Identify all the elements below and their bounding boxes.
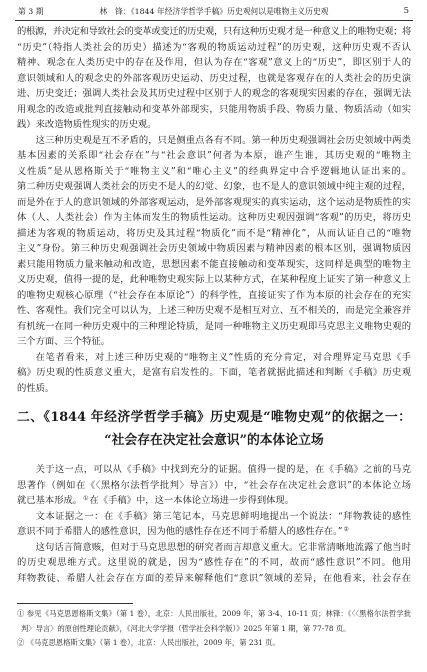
footnote	[17, 607, 411, 636]
body-line: 用观念的改造或批判直接触动和变革外部现实，只能用物质手段、物质力量、物质活动（如实	[17, 103, 411, 115]
section-heading-line: “社会存在决定社会意识”的本体论立场	[104, 433, 324, 448]
body-line: 意识领域和人的观念史的外部客观历史运动、历史过程，也就是客观存在的人类社会的历史演	[17, 72, 411, 84]
section-body	[17, 462, 411, 586]
line-text: 就已基本形成。	[17, 495, 83, 506]
section-heading	[17, 406, 411, 452]
line-text: 意识不同于希腊人的感性意识，因为他的感性存在还不同于希腊人的感性存在。”	[17, 526, 343, 537]
body-line: 义历史观，值得一提的是，此种唯物史观实际上以某种方式，在某种程度上证实了第一种意义上	[17, 274, 411, 285]
body-line: 的历史观思维方式。这里说的就是，因为“感性存在”的不同，故而“感性意识”不同。他用	[17, 557, 411, 568]
body-line: 这三种历史观是互不矛盾的，只是侧重点各有不同。第一种历史观强调社会历史领域中两类	[35, 134, 411, 146]
body-line: 的性质。	[17, 382, 55, 394]
body-line: 进、历史变迁；强调人类社会及其历史过程中区别于人的观念的客观现实因素的存在，强调无法	[17, 88, 411, 99]
line-text: 在《手稿》中，这一本体论立场进一步得到体现。	[89, 495, 295, 506]
body-line: 义性质”是从恩格斯关于“唯物主义”和“唯心主义”的经典界定中合乎逻辑地认证出来的。	[17, 165, 411, 177]
issue-number: 第 3 期	[18, 7, 44, 16]
running-header	[17, 5, 411, 18]
paragraph	[17, 509, 411, 540]
body-line: 素只能用物质力量来触动和改造，思想因素不能直接触动和变革现实，这同样是典型的唯物主	[17, 258, 411, 270]
body-line: 关于这一点，可以从《手稿》中找到充分的证据。值得一提的是，在《手稿》之前的马克	[35, 464, 411, 475]
page-number: 5	[403, 6, 409, 16]
body-line: 践）来改造物质性现实的历史观。	[17, 119, 157, 130]
footnote	[17, 636, 411, 651]
body-line: 的唯物史观核心原理（“社会存在本原论”）的科学性，直接证实了作为本原的社会存在的充实	[17, 289, 411, 301]
body-line: 而是外在于人的意识领域的外部客观运动，是外部客观现实的真实运动，这个运动是物质性的实	[17, 196, 411, 208]
body-line: 稿》历史观的性质意义重大，是富有启发性的。下面，笔者就据此描述和判断《手稿》历史观	[17, 367, 411, 378]
body-text	[17, 24, 411, 396]
section-heading-line: 二、《1844 年经济学哲学手稿》历史观是“唯物史观”的依据之一：	[17, 410, 411, 425]
body-line: 第二种历史观强调人类社会的历史不是人的幻觉、幻象，也不是人的意识领域中纯主观的过程，	[17, 181, 411, 192]
body-line: “历史”（特指人类社会的历史）描述为“客观的物质运动过程”的历史观，这种历史观不否认	[17, 41, 411, 53]
body-line: 在笔者看来，对上述三种历史观的“唯物主义”性质的充分肯定，对合理界定马克思《手	[35, 351, 411, 363]
footnote-line: 判〉导言〉的原创性理论贡献》，《河北大学学报（哲学社会科学版）》2025 年第 1 期，第 77-78 页。	[21, 623, 351, 633]
body-line: 拜物教徒、希腊人社会存在方面的差异来解释他们“意识”领域的差异，在他看来，社会存在	[17, 572, 411, 584]
footnote-line: ② 《马克思恩格斯文集》（第 1 卷），北京：人民出版社，2009 年，第 231 页。	[17, 638, 280, 647]
body-line: 三个方面、三个特征。	[17, 336, 110, 347]
footnote-ref: ①	[83, 495, 89, 502]
body-line: 文本证据之一：在《手稿》第三笔记本，马克思鲜明地提出一个说法：“拜物教徒的感性	[35, 510, 411, 522]
footnotes	[17, 607, 411, 651]
body-line: 的根源，并决定和导致社会的变革或变迁的历史观，只有这种历史观才是一种意义上的唯物史观；将	[17, 26, 411, 37]
body-line: 基本因素的关系即“社会存在”与“社会意识”何者为本原，谁产生谁，其历史观的“唯物主	[17, 150, 411, 161]
body-line: 有机统一在同一种历史观中的三种理论特质，是同一种唯物主义历史观即马克思主义唯物史观的	[17, 320, 411, 332]
paragraph	[17, 24, 411, 133]
body-line: 主义”身份。第三种历史观强调社会历史领域中物质因素与精神因素的根本区别，强调物质因	[17, 243, 411, 254]
body-line: 体（人、人类社会）作为主体而发生的物质性运动。这种历史观因强调“客观”的历史，将历史	[17, 212, 411, 223]
body-line: 这句话言简意赅，但对于马克思思想的研究者而言却意义重大。它非常清晰地流露了他当时	[35, 541, 411, 553]
body-line: 精神、观念在人类历史中的存在及作用，但认为存在“客观”意义上的“历史”，即区别于人的	[17, 57, 411, 68]
running-title: 林 锋：《1844 年经济学哲学手稿》历史观何以是唯物主义历史观	[99, 7, 329, 16]
paragraph	[17, 350, 411, 397]
paragraph	[17, 540, 411, 587]
body-line: 性、客观性。我们完全可以认为，上述三种历史观不是相互对立、互不相关的，而是完全兼容并	[17, 305, 411, 316]
header-rule	[15, 20, 413, 21]
body-line	[17, 493, 411, 509]
body-line	[17, 524, 411, 540]
body-line: 描述为客观的物质运动，将历史及其过程“物质化”而不是“精神化”，从而认证自己的“唯物	[17, 227, 411, 239]
footnote-line: ① 参见《马克思恩格斯文集》（第 1 卷），北京：人民出版社，2009 年，第 3-4、10-11 页；林锋：《〈〈黑格尔法哲学批	[17, 609, 411, 618]
footnote-ref: ②	[343, 526, 349, 533]
footnote-separator	[17, 603, 133, 604]
body-line: 思著作（例如在《〈黑格尔法哲学批判〉导言》）中，“社会存在决定社会意识”的本体论立场	[17, 479, 411, 491]
paragraph	[17, 133, 411, 350]
paragraph	[17, 462, 411, 509]
